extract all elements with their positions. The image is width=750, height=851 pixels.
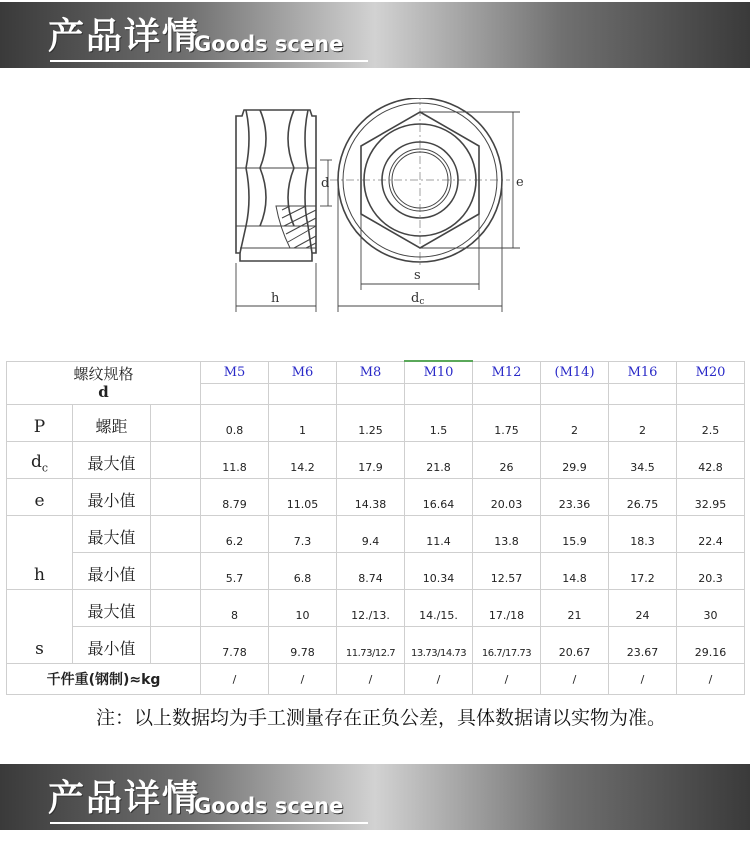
cell-value: 6.2	[201, 516, 269, 553]
cell-value: /	[337, 664, 405, 695]
table-header-row	[7, 361, 745, 384]
label-weight: 千件重(钢制)≈kg	[7, 664, 201, 695]
cell-value: 14.8	[541, 553, 609, 590]
tolerance-note: 注：以上数据均为手工测量存在正负公差，具体数据请以实物为准。	[96, 707, 667, 729]
cell-value: /	[541, 664, 609, 695]
symbol-e: e	[7, 479, 73, 516]
thread-spec-d: d	[98, 382, 109, 401]
cell-value: /	[677, 664, 745, 695]
cell-value: 13.8	[473, 516, 541, 553]
cell-value: 12./13.	[337, 590, 405, 627]
cell-value: 30	[677, 590, 745, 627]
row-e	[7, 479, 745, 516]
cell-value: 1.5	[405, 405, 473, 442]
cell-value: 17./18	[473, 590, 541, 627]
label-max: 最大值	[73, 516, 151, 553]
cell-value: 23.36	[541, 479, 609, 516]
top-view	[330, 98, 510, 268]
cell-value: 10	[269, 590, 337, 627]
cell-value: 8.79	[201, 479, 269, 516]
cell-value: 2	[609, 405, 677, 442]
cell-value: 26.75	[609, 479, 677, 516]
cell-value: /	[473, 664, 541, 695]
cell-value: 14./15.	[405, 590, 473, 627]
symbol-dc-main: d	[30, 451, 42, 472]
cell-value: 23.67	[609, 627, 677, 664]
banner-title-en: Goods scene	[194, 32, 344, 56]
cell-value: 1.25	[337, 405, 405, 442]
cell-value: 9.78	[269, 627, 337, 664]
cell-value: /	[609, 664, 677, 695]
cell-value: 1	[269, 405, 337, 442]
size-m20: M20	[677, 361, 745, 384]
bottom-banner	[0, 764, 750, 830]
cell-value: 29.16	[677, 627, 745, 664]
cell-value: /	[269, 664, 337, 695]
spec-table	[6, 360, 745, 695]
row-dc	[7, 442, 745, 479]
cell-value: 2	[541, 405, 609, 442]
size-m14: (M14)	[541, 361, 609, 384]
cell-value: 12.57	[473, 553, 541, 590]
cell-value: 17.9	[337, 442, 405, 479]
cell-value: 10.34	[405, 553, 473, 590]
cell-value: 32.95	[677, 479, 745, 516]
cell-value: 20.67	[541, 627, 609, 664]
cell-value: 14.2	[269, 442, 337, 479]
cell-value: 17.2	[609, 553, 677, 590]
cell-value: 11.8	[201, 442, 269, 479]
cell-value: 8	[201, 590, 269, 627]
cell-value: 24	[609, 590, 677, 627]
row-s-max	[7, 590, 745, 627]
cell-value: 20.3	[677, 553, 745, 590]
label-min: 最小值	[73, 627, 151, 664]
size-m8: M8	[337, 361, 405, 384]
banner-underline	[50, 822, 368, 824]
thread-spec-label: 螺纹规格	[73, 364, 134, 383]
cell-value: 29.9	[541, 442, 609, 479]
cell-value: 26	[473, 442, 541, 479]
row-s-min	[7, 627, 745, 664]
symbol-h: h	[7, 516, 73, 590]
cell-value: /	[405, 664, 473, 695]
cell-value: 20.03	[473, 479, 541, 516]
flange-nut-drawing	[220, 98, 530, 320]
cell-value: 7.3	[269, 516, 337, 553]
banner-title-zh: 产品详情	[48, 16, 201, 57]
label-max: 最大值	[73, 590, 151, 627]
row-weight	[7, 664, 745, 695]
top-banner	[0, 2, 750, 68]
cell-value: 9.4	[337, 516, 405, 553]
cell-value: 7.78	[201, 627, 269, 664]
cell-value: 18.3	[609, 516, 677, 553]
size-m5: M5	[201, 361, 269, 384]
row-pitch	[7, 405, 745, 442]
cell-value: 8.74	[337, 553, 405, 590]
dim-label-dc: dc	[411, 291, 425, 307]
banner-underline	[50, 60, 368, 62]
dim-label-d: d	[321, 176, 330, 191]
row-h-max	[7, 516, 745, 553]
banner-title-en: Goods scene	[194, 794, 344, 818]
cell-value: 22.4	[677, 516, 745, 553]
size-m12: M12	[473, 361, 541, 384]
label-pitch: 螺距	[73, 405, 151, 442]
cell-value: 2.5	[677, 405, 745, 442]
cell-value: 34.5	[609, 442, 677, 479]
size-m6: M6	[269, 361, 337, 384]
side-view	[236, 110, 316, 261]
size-m16: M16	[609, 361, 677, 384]
label-min: 最小值	[73, 479, 151, 516]
cell-value: 5.7	[201, 553, 269, 590]
cell-value: 6.8	[269, 553, 337, 590]
cell-value: 15.9	[541, 516, 609, 553]
thread-spec-header	[7, 361, 201, 405]
symbol-dc-sub: c	[41, 461, 49, 474]
cell-value: 21	[541, 590, 609, 627]
cell-value: 14.38	[337, 479, 405, 516]
label-max: 最大值	[73, 442, 151, 479]
cell-value: 42.8	[677, 442, 745, 479]
symbol-s: s	[7, 590, 73, 664]
cell-value: /	[201, 664, 269, 695]
cell-value: 16.64	[405, 479, 473, 516]
dim-label-s: s	[414, 268, 421, 283]
cell-value: 0.8	[201, 405, 269, 442]
row-h-min	[7, 553, 745, 590]
symbol-dc	[7, 442, 73, 479]
cell-value: 11.05	[269, 479, 337, 516]
symbol-p: P	[7, 405, 73, 442]
cell-value: 11.4	[405, 516, 473, 553]
cell-value: 21.8	[405, 442, 473, 479]
cell-value: 16.7/17.73	[473, 627, 541, 664]
label-min: 最小值	[73, 553, 151, 590]
cell-value: 11.73/12.7	[337, 627, 405, 664]
cell-value: 1.75	[473, 405, 541, 442]
size-m10: M10	[405, 361, 473, 384]
banner-title-zh: 产品详情	[48, 778, 201, 819]
dim-label-h: h	[271, 291, 280, 306]
cell-value: 13.73/14.73	[405, 627, 473, 664]
dim-label-e: e	[516, 175, 524, 190]
